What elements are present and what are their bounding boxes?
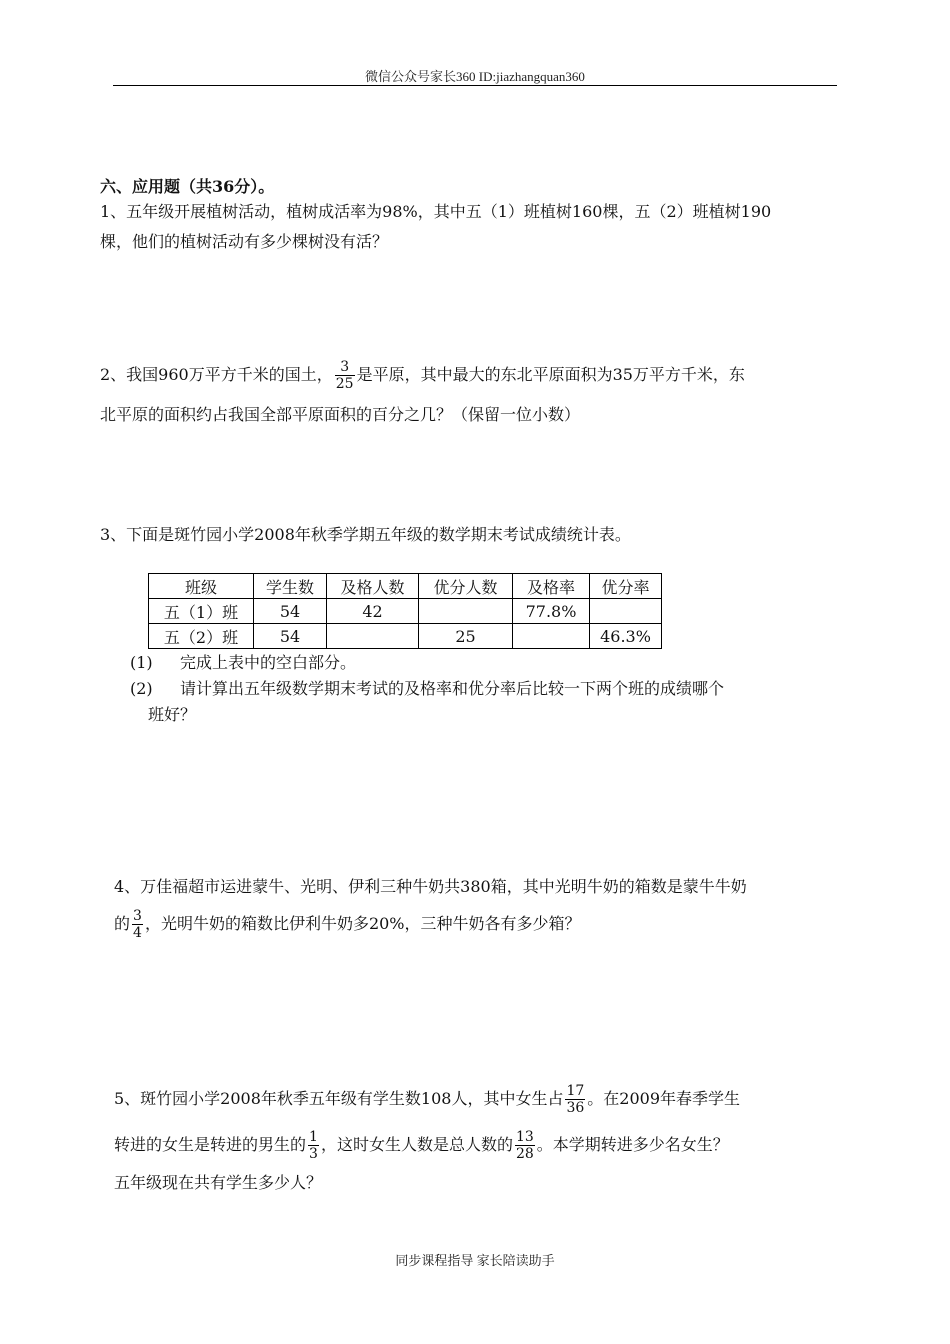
fraction-denominator: 4 [133,925,142,941]
table-cell: 46.3% [590,624,662,649]
fraction-denominator: 36 [566,1100,585,1116]
table-cell [419,599,513,624]
sub-question-number: (1) [130,653,153,672]
table-row [149,599,662,624]
question-4-text-after: ，光明牛奶的箱数比伊利牛奶多20%，三种牛奶各有多少箱？ [144,914,581,933]
table-cell: 五（2）班 [149,624,254,649]
table-cell: 77.8% [513,599,590,624]
question-5 [114,1076,740,1198]
page-footer: 同步课程指导 家长陪读助手 [395,1253,555,1268]
table-header-cell: 学生数 [254,574,327,599]
fraction-numerator: 1 [309,1129,318,1145]
table-header-row [149,574,662,599]
question-4 [114,872,747,941]
fraction-numerator: 13 [515,1129,534,1145]
question-1 [100,197,771,257]
question-5-text: 转进的女生是转进的男生的 [114,1135,307,1154]
table-cell: 54 [254,624,327,649]
question-4-line-1: 4、万佳福超市运进蒙牛、光明、伊利三种牛奶共380箱，其中光明牛奶的箱数是蒙牛牛奶 [114,877,747,896]
table-cell [327,624,419,649]
fraction-denominator: 25 [335,376,354,392]
sub-question-text: 完成上表中的空白部分。 [180,653,357,672]
table-cell: 54 [254,599,327,624]
fraction-1-3 [308,1129,319,1162]
fraction-denominator: 3 [309,1146,318,1162]
fraction-13-28 [515,1129,535,1162]
question-5-line-1 [114,1076,740,1122]
question-5-text: 5、斑竹园小学2008年秋季五年级有学生数108人，其中女生占 [114,1089,564,1108]
question-2 [100,355,745,435]
sub-question-text: 请计算出五年级数学期末考试的及格率和优分率后比较一下两个班的成绩哪个 [180,679,725,698]
question-1-line-1: 1、五年级开展植树活动，植树成活率为98%，其中五（1）班植树160棵，五（2）班植树190 [100,202,772,221]
question-4-line-2 [114,908,747,941]
question-5-text: ，这时女生人数是总人数的 [320,1135,513,1154]
question-5-line-3: 五年级现在共有学生多少人？ [114,1173,323,1192]
fraction-17-36 [565,1083,585,1116]
table-header-cell: 优分率 [590,574,662,599]
page-header: 微信公众号家长360 ID:jiazhangquan360 [365,69,585,84]
section-title: 六、应用题（共36分）。 [100,177,275,196]
question-3-sub-2 [130,676,725,702]
header-divider [113,85,837,86]
fraction-numerator: 17 [566,1083,585,1099]
table-header-cell: 优分人数 [419,574,513,599]
table-cell: 25 [419,624,513,649]
question-3-intro: 3、下面是斑竹园小学2008年秋季学期五年级的数学期末考试成绩统计表。 [100,525,631,544]
question-5-text: 。在2009年春季学生 [587,1089,741,1108]
sub-question-number: (2) [130,679,153,698]
question-2-line-1 [100,355,745,395]
table-cell: 42 [327,599,419,624]
question-2-text-before: 2、我国960万平方千米的国土， [100,365,333,384]
table-cell [590,599,662,624]
table-header-cell: 及格率 [513,574,590,599]
score-statistics-table [148,573,662,649]
table-cell [513,624,590,649]
fraction-denominator: 28 [515,1146,534,1162]
question-4-text-before: 的 [114,914,131,933]
table-header-cell: 班级 [149,574,254,599]
question-3-sub-2-continued: 班好？ [148,705,197,724]
question-5-text: 。本学期转进多少名女生？ [536,1135,729,1154]
fraction-numerator: 3 [335,359,355,376]
question-2-text-after: 是平原，其中最大的东北平原面积为35万平方千米，东 [356,365,745,384]
table-row [149,624,662,649]
question-2-line-2: 北平原的面积约占我国全部平原面积的百分之几？（保留一位小数） [100,405,581,424]
question-3-sub-1 [130,650,357,676]
fraction-3-25 [335,359,355,392]
fraction-numerator: 3 [133,908,142,924]
table-cell: 五（1）班 [149,599,254,624]
question-5-line-2 [114,1122,740,1168]
fraction-3-4 [132,908,143,941]
table-header-cell: 及格人数 [327,574,419,599]
question-1-line-2: 棵，他们的植树活动有多少棵树没有活？ [100,232,389,251]
